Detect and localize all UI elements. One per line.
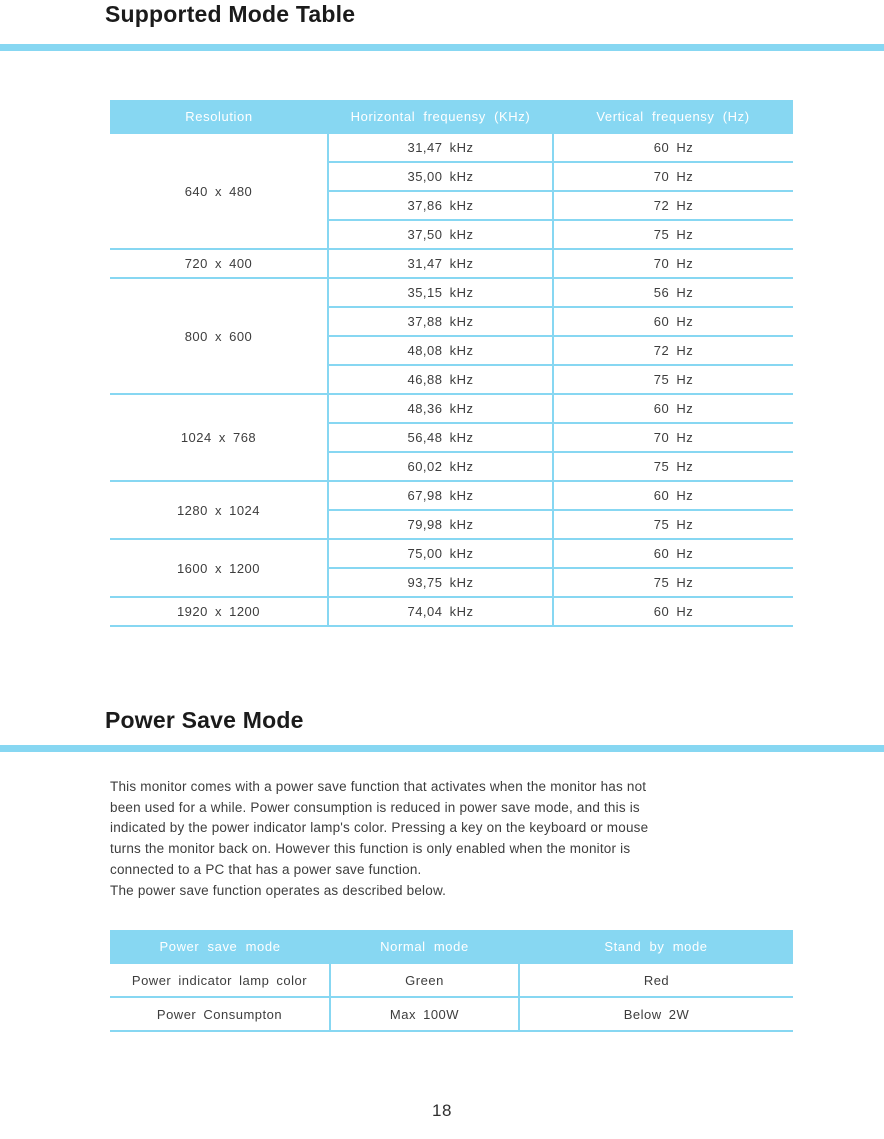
supported-mode-table-body (110, 133, 793, 626)
stand-by-mode-cell: Below 2W (519, 997, 793, 1031)
description-line: This monitor comes with a power save function that activates when the monitor has not (110, 779, 647, 794)
row-label-cell: Power indicator lamp color (110, 963, 330, 997)
vertical-frequency-cell: 70 Hz (553, 162, 793, 191)
mode-row (110, 597, 793, 626)
horizontal-frequency-cell: 74,04 kHz (328, 597, 553, 626)
horizontal-frequency-cell: 31,47 kHz (328, 249, 553, 278)
vertical-frequency-cell: 75 Hz (553, 568, 793, 597)
horizontal-frequency-cell: 46,88 kHz (328, 365, 553, 394)
horizontal-frequency-cell: 75,00 kHz (328, 539, 553, 568)
vertical-frequency-cell: 75 Hz (553, 220, 793, 249)
vertical-frequency-cell: 75 Hz (553, 510, 793, 539)
vertical-frequency-cell: 56 Hz (553, 278, 793, 307)
stand-by-mode-cell: Red (519, 963, 793, 997)
column-header: Stand by mode (519, 930, 793, 963)
power-save-row (110, 997, 793, 1031)
mode-row (110, 278, 793, 307)
header-row (110, 100, 793, 133)
horizontal-frequency-cell: 37,86 kHz (328, 191, 553, 220)
vertical-frequency-cell: 60 Hz (553, 481, 793, 510)
column-header: Resolution (110, 100, 328, 133)
resolution-cell: 1280 x 1024 (110, 481, 328, 539)
horizontal-frequency-cell: 79,98 kHz (328, 510, 553, 539)
vertical-frequency-cell: 60 Hz (553, 307, 793, 336)
vertical-frequency-cell: 75 Hz (553, 365, 793, 394)
resolution-cell: 720 x 400 (110, 249, 328, 278)
resolution-cell: 1920 x 1200 (110, 597, 328, 626)
section-divider-rule (0, 745, 884, 752)
horizontal-frequency-cell: 48,36 kHz (328, 394, 553, 423)
horizontal-frequency-cell: 35,00 kHz (328, 162, 553, 191)
horizontal-frequency-cell: 56,48 kHz (328, 423, 553, 452)
supported-mode-table (110, 100, 793, 627)
resolution-cell: 800 x 600 (110, 278, 328, 394)
mode-row (110, 133, 793, 162)
mode-row (110, 394, 793, 423)
description-line: turns the monitor back on. However this function is only enabled when the monitor is (110, 841, 631, 857)
vertical-frequency-cell: 60 Hz (553, 133, 793, 162)
horizontal-frequency-cell: 37,50 kHz (328, 220, 553, 249)
page-number: 18 (432, 1101, 452, 1120)
power-save-mode-table (110, 930, 793, 1032)
power-save-row (110, 963, 793, 997)
description-line: been used for a while. Power consumption is reduced in power save mode, and this is (110, 799, 640, 815)
vertical-frequency-cell: 72 Hz (553, 336, 793, 365)
horizontal-frequency-cell: 60,02 kHz (328, 452, 553, 481)
horizontal-frequency-cell: 93,75 kHz (328, 568, 553, 597)
mode-row (110, 249, 793, 278)
vertical-frequency-cell: 72 Hz (553, 191, 793, 220)
description-line: indicated by the power indicator lamp's color. Pressing a key on the keyboard or mouse (110, 820, 649, 836)
horizontal-frequency-cell: 31,47 kHz (328, 133, 553, 162)
horizontal-frequency-cell: 67,98 kHz (328, 481, 553, 510)
horizontal-frequency-cell: 37,88 kHz (328, 307, 553, 336)
power-save-mode-title: Power Save Mode (105, 707, 304, 733)
vertical-frequency-cell: 60 Hz (553, 394, 793, 423)
column-header: Vertical frequensy (Hz) (553, 100, 793, 133)
normal-mode-cell: Green (330, 963, 519, 997)
resolution-cell: 1600 x 1200 (110, 539, 328, 597)
power-save-table-header (110, 930, 793, 963)
vertical-frequency-cell: 70 Hz (553, 249, 793, 278)
vertical-frequency-cell: 60 Hz (553, 597, 793, 626)
resolution-cell: 1024 x 768 (110, 394, 328, 481)
vertical-frequency-cell: 60 Hz (553, 539, 793, 568)
column-header: Power save mode (110, 930, 330, 963)
vertical-frequency-cell: 75 Hz (553, 452, 793, 481)
power-save-table-body (110, 963, 793, 1031)
resolution-cell: 640 x 480 (110, 133, 328, 249)
power-save-description (110, 777, 648, 901)
header-row (110, 930, 793, 963)
horizontal-frequency-cell: 48,08 kHz (328, 336, 553, 365)
supported-mode-table-header (110, 100, 793, 133)
mode-row (110, 539, 793, 568)
description-line: connected to a PC that has a power save function. (110, 861, 422, 877)
row-label-cell: Power Consumpton (110, 997, 330, 1031)
column-header: Normal mode (330, 930, 519, 963)
supported-mode-table-title: Supported Mode Table (105, 1, 356, 27)
normal-mode-cell: Max 100W (330, 997, 519, 1031)
mode-row (110, 481, 793, 510)
vertical-frequency-cell: 70 Hz (553, 423, 793, 452)
column-header: Horizontal frequensy (KHz) (328, 100, 553, 133)
section-divider-rule (0, 44, 884, 51)
horizontal-frequency-cell: 35,15 kHz (328, 278, 553, 307)
description-line: The power save function operates as described below. (110, 882, 447, 898)
